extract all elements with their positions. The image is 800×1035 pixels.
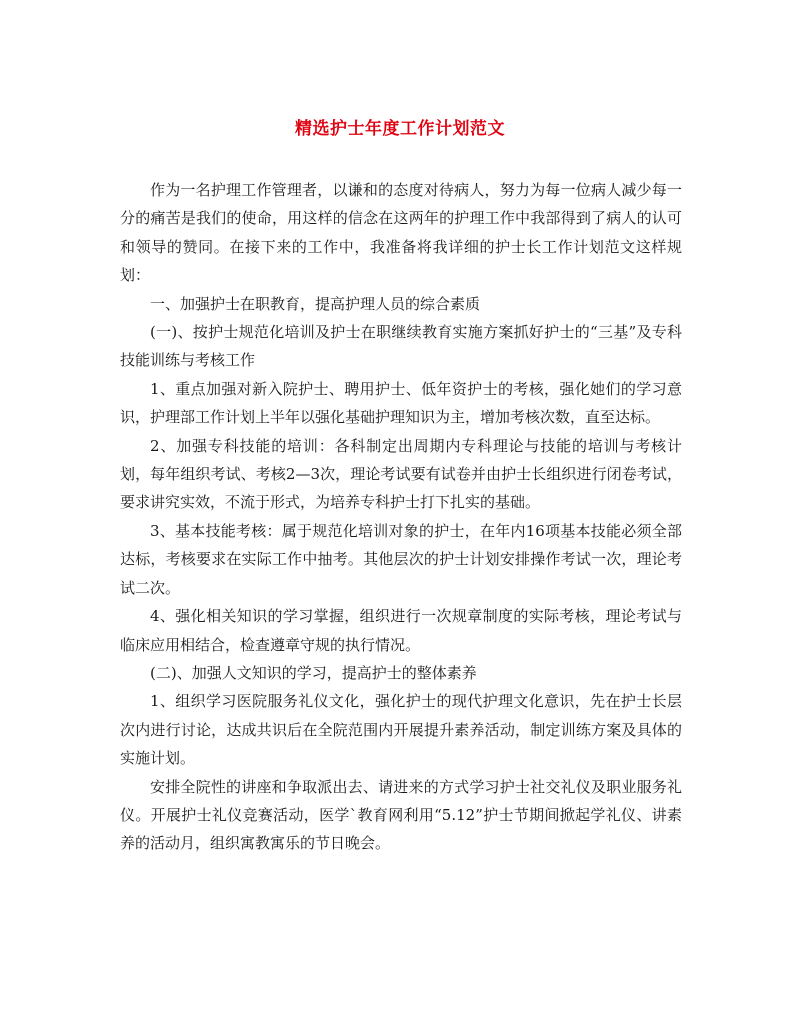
paragraph: 作为一名护理工作管理者，以谦和的态度对待病人，努力为每一位病人减少每一分的痛苦是我们的使命，用这样的信念在这两年的护理工作中我部得到了病人的认可和领导的赞同。在接下来的工作中，我准备将我详细的护士长工作计划范文这样规划： xyxy=(120,181,682,285)
subsection-heading: (二)、加强人文知识的学习，提高护士的整体素养 xyxy=(150,663,477,682)
paragraph: 2、加强专科技能的培训：各科制定出周期内专科理论与技能的培训与考核计划，每年组织考试、考核2—3次，理论考试要有试卷并由护士长组织进行闭卷考试，要求讲究实效，不流于形式，为培养专科护士打下扎实的基础。 xyxy=(120,436,682,512)
document-body xyxy=(120,176,682,858)
paragraph: 1、组织学习医院服务礼仪文化，强化护士的现代护理文化意识，先在护士长层次内进行讨论，达成共识后在全院范围内开展提升素养活动，制定训练方案及具体的实施计划。 xyxy=(120,692,682,768)
paragraph: 安排全院性的讲座和争取派出去、请进来的方式学习护士社交礼仪及职业服务礼仪。开展护士礼仪竞赛活动，医学`教育网利用“5.12”护士节期间掀起学礼仪、讲素养的活动月，组织寓教寓乐的节日晚会。 xyxy=(120,777,682,853)
section-heading: 一、加强护士在职教育，提高护理人员的综合素质 xyxy=(150,294,481,313)
paragraph: 1、重点加强对新入院护士、聘用护士、低年资护士的考核，强化她们的学习意识，护理部工作计划上半年以强化基础护理知识为主，增加考核次数，直至达标。 xyxy=(120,379,682,427)
document-title: 精选护士年度工作计划范文 xyxy=(295,119,505,139)
subsection-heading: (一)、按护士规范化培训及护士在职继续教育实施方案抓好护士的“三基”及专科技能训练与考核工作 xyxy=(120,323,682,370)
paragraph: 4、强化相关知识的学习掌握，组织进行一次规章制度的实际考核，理论考试与临床应用相结合，检查遵章守规的执行情况。 xyxy=(120,607,682,654)
paragraph: 3、基本技能考核：属于规范化培训对象的护士，在年内16项基本技能必须全部达标，考核要求在实际工作中抽考。其他层次的护士计划安排操作考试一次，理论考试二次。 xyxy=(120,521,682,597)
